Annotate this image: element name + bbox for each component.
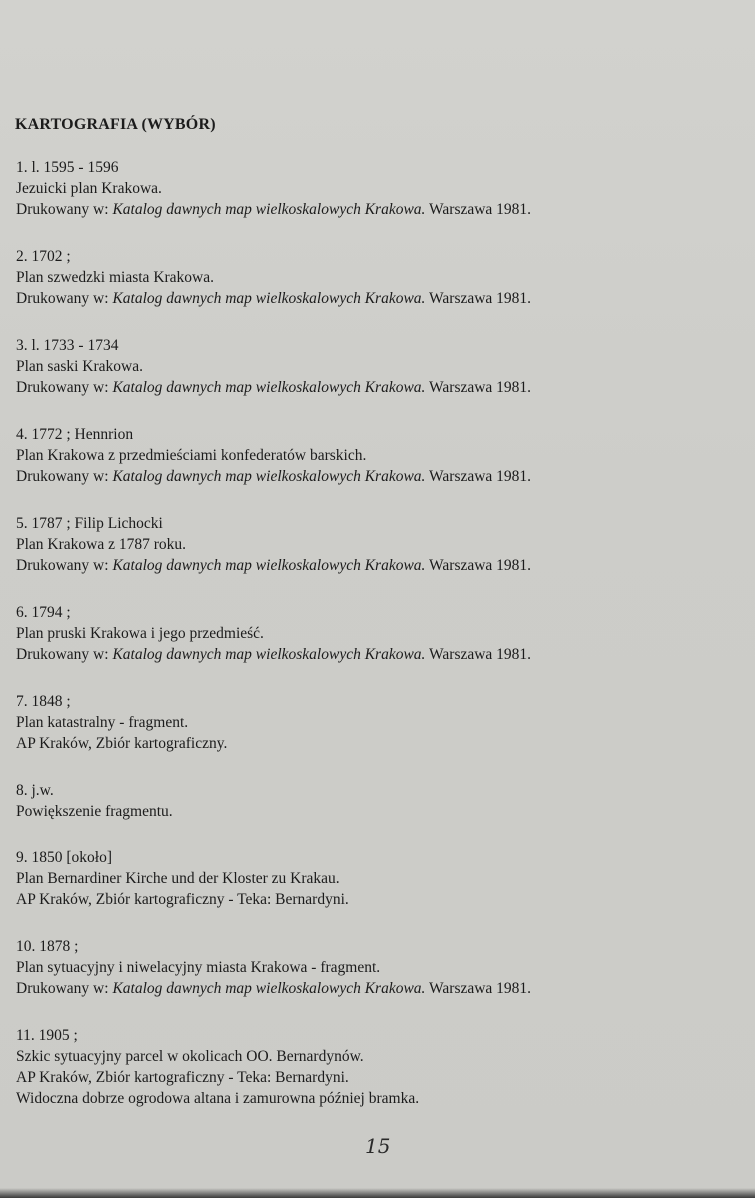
source-suffix: Warszawa 1981. bbox=[425, 201, 532, 218]
entry-id: 3. l. 1733 - 1734 bbox=[16, 337, 119, 354]
entry-source: AP Kraków, Zbiór kartograficzny. bbox=[16, 735, 228, 752]
page-number: 15 bbox=[365, 1134, 391, 1158]
source-title: Katalog dawnych map wielkoskalowych Krakowa. bbox=[112, 468, 426, 485]
source-title: Katalog dawnych map wielkoskalowych Krakowa. bbox=[112, 290, 426, 307]
entry-title: Plan Krakowa z 1787 roku. bbox=[16, 536, 187, 553]
entry-source bbox=[16, 289, 736, 309]
entry-source bbox=[16, 645, 736, 665]
entry-title: Plan katastralny - fragment. bbox=[16, 714, 189, 731]
source-title: Katalog dawnych map wielkoskalowych Krakowa. bbox=[112, 646, 426, 663]
list-item bbox=[16, 514, 736, 603]
entry-id: 4. 1772 ; Hennrion bbox=[16, 426, 134, 443]
list-item bbox=[16, 937, 736, 1026]
source-prefix: Drukowany w: bbox=[16, 379, 113, 396]
source-suffix: Warszawa 1981. bbox=[425, 646, 532, 663]
entry-id: 11. 1905 ; bbox=[16, 1027, 78, 1044]
list-item bbox=[16, 781, 736, 848]
entry-title: Szkic sytuacyjny parcel w okolicach OO. Bernardynów. bbox=[16, 1048, 364, 1065]
source-suffix: Warszawa 1981. bbox=[425, 468, 532, 485]
entry-title: Plan szwedzki miasta Krakowa. bbox=[16, 269, 214, 286]
source-prefix: Drukowany w: bbox=[16, 468, 113, 485]
section-heading: KARTOGRAFIA (WYBÓR) bbox=[15, 116, 216, 133]
entry-source: AP Kraków, Zbiór kartograficzny - Teka: Bernardyni. bbox=[16, 891, 349, 908]
entry-source bbox=[16, 467, 736, 487]
entry-source bbox=[16, 556, 736, 576]
source-prefix: Drukowany w: bbox=[16, 201, 113, 218]
entry-source bbox=[16, 979, 736, 999]
list-item bbox=[16, 692, 736, 781]
scan-edge-shadow bbox=[0, 1188, 755, 1198]
list-item bbox=[16, 1026, 736, 1136]
entry-title: Plan Bernardiner Kirche und der Kloster zu Krakau. bbox=[16, 870, 340, 887]
entry-title: Plan Krakowa z przedmieściami konfederatów barskich. bbox=[16, 447, 367, 464]
entry-title: Plan pruski Krakowa i jego przedmieść. bbox=[16, 625, 264, 642]
entry-id: 7. 1848 ; bbox=[16, 693, 71, 710]
entry-title: Plan sytuacyjny i niwelacyjny miasta Krakowa - fragment. bbox=[16, 959, 381, 976]
entry-id: 6. 1794 ; bbox=[16, 604, 71, 621]
source-suffix: Warszawa 1981. bbox=[425, 557, 532, 574]
bibliography-list bbox=[16, 158, 736, 1136]
entry-source: AP Kraków, Zbiór kartograficzny - Teka: Bernardyni. bbox=[16, 1069, 349, 1086]
list-item bbox=[16, 158, 736, 247]
list-item bbox=[16, 603, 736, 692]
entry-title: Jezuicki plan Krakowa. bbox=[16, 180, 162, 197]
list-item bbox=[16, 336, 736, 425]
list-item bbox=[16, 848, 736, 937]
source-suffix: Warszawa 1981. bbox=[425, 290, 532, 307]
entry-id: 2. 1702 ; bbox=[16, 248, 71, 265]
entry-source bbox=[16, 200, 736, 220]
source-suffix: Warszawa 1981. bbox=[425, 980, 532, 997]
source-prefix: Drukowany w: bbox=[16, 646, 113, 663]
entry-title: Powiększenie fragmentu. bbox=[16, 803, 173, 820]
entry-source bbox=[16, 378, 736, 398]
entry-note: Widoczna dobrze ogrodowa altana i zamurowna później bramka. bbox=[16, 1090, 420, 1107]
entry-id: 8. j.w. bbox=[16, 782, 54, 799]
source-prefix: Drukowany w: bbox=[16, 980, 113, 997]
source-suffix: Warszawa 1981. bbox=[425, 379, 532, 396]
source-title: Katalog dawnych map wielkoskalowych Krakowa. bbox=[112, 980, 426, 997]
source-title: Katalog dawnych map wielkoskalowych Krakowa. bbox=[112, 201, 426, 218]
entry-title: Plan saski Krakowa. bbox=[16, 358, 143, 375]
source-prefix: Drukowany w: bbox=[16, 290, 113, 307]
source-title: Katalog dawnych map wielkoskalowych Krakowa. bbox=[112, 557, 426, 574]
entry-id: 1. l. 1595 - 1596 bbox=[16, 159, 119, 176]
list-item bbox=[16, 247, 736, 336]
list-item bbox=[16, 425, 736, 514]
entry-id: 10. 1878 ; bbox=[16, 938, 79, 955]
source-title: Katalog dawnych map wielkoskalowych Krakowa. bbox=[112, 379, 426, 396]
source-prefix: Drukowany w: bbox=[16, 557, 113, 574]
entry-id: 9. 1850 [około] bbox=[16, 849, 113, 866]
entry-id: 5. 1787 ; Filip Lichocki bbox=[16, 515, 163, 532]
